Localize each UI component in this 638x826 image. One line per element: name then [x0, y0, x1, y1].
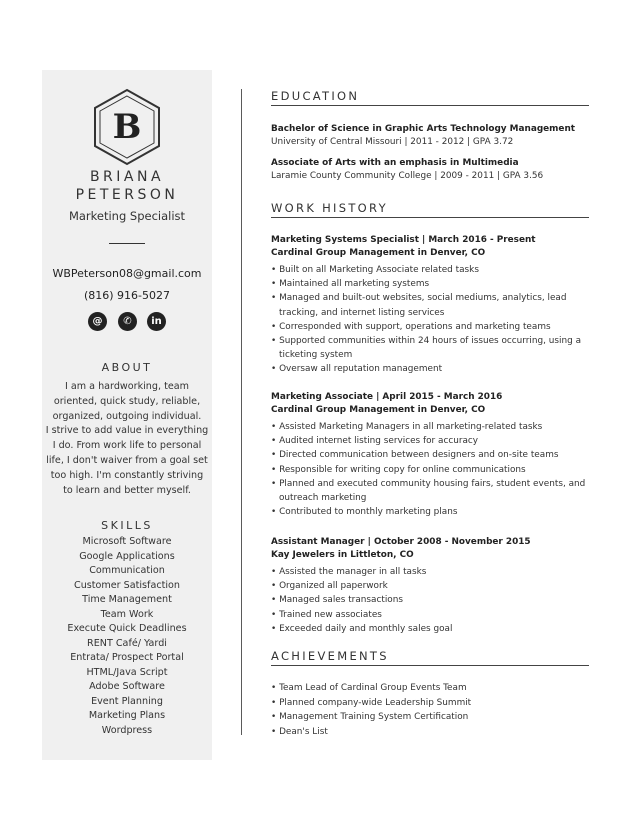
- job-bullets: [271, 565, 589, 636]
- monogram-logo: [92, 88, 162, 166]
- job-entry: [271, 391, 589, 519]
- job-entry: [271, 536, 589, 636]
- job-company: Cardinal Group Management in Denver, CO: [271, 248, 486, 258]
- job-entry: [271, 234, 589, 377]
- achievement-item: • Planned company-wide Leadership Summit: [271, 696, 589, 711]
- degree-detail: Laramie County Community College | 2009 - 2011 | GPA 3.56: [271, 171, 544, 181]
- job-bullet: • Assisted the manager in all tasks: [271, 565, 589, 579]
- skill-item: RENT Café/ Yardi: [87, 637, 167, 649]
- job-title-line: Assistant Manager | October 2008 - November 2015: [271, 537, 531, 547]
- about-line: too high. I'm constantly striving: [50, 469, 204, 481]
- skill-item: Event Planning: [91, 695, 163, 707]
- job-bullet: • Assisted Marketing Managers in all marketing-related tasks: [271, 420, 589, 434]
- skill-item: HTML/Java Script: [86, 666, 168, 678]
- about-text: [42, 380, 212, 498]
- achievements-rule: [271, 665, 589, 666]
- degree: Bachelor of Science in Graphic Arts Technology Management: [271, 124, 576, 134]
- education-heading: EDUCATION: [271, 89, 360, 103]
- job-title: Marketing Specialist: [68, 209, 186, 223]
- job-bullet: • Planned and executed community housing fairs, student events, and outreach marketing: [271, 477, 589, 505]
- email-address[interactable]: WBPeterson08@gmail.com: [52, 267, 202, 280]
- job-bullet: • Responsible for writing copy for online communications: [271, 463, 589, 477]
- achievement-item: • Dean's List: [271, 725, 589, 740]
- job-bullet: • Organized all paperwork: [271, 579, 589, 593]
- linkedin-icon[interactable]: in: [147, 312, 166, 331]
- column-divider: [241, 89, 242, 735]
- skill-item: Marketing Plans: [88, 710, 166, 721]
- job-bullet: • Exceeded daily and monthly sales goal: [271, 622, 589, 636]
- job-bullet: • Directed communication between designers and on-site teams: [271, 448, 589, 462]
- job-bullet: • Supported communities within 24 hours of issues occurring, using a ticketing system: [271, 334, 589, 362]
- about-line: to learn and better myself.: [63, 484, 191, 496]
- phone-number[interactable]: (816) 916-5027: [83, 289, 171, 302]
- about-heading: ABOUT: [101, 361, 153, 374]
- job-bullets: [271, 420, 589, 519]
- achievement-item: • Team Lead of Cardinal Group Events Team: [271, 681, 589, 696]
- achievements-heading: ACHIEVEMENTS: [271, 649, 389, 663]
- job-bullet: • Maintained all marketing systems: [271, 277, 589, 291]
- skill-item: Execute Quick Deadlines: [67, 623, 187, 634]
- about-line: organized, outgoing individual.: [52, 410, 202, 422]
- job-bullet: • Managed and built-out websites, social mediums, analytics, lead tracking, and internet listing services: [271, 291, 589, 319]
- work-history-rule: [271, 217, 589, 218]
- achievements-list: [271, 681, 589, 739]
- job-company: Cardinal Group Management in Denver, CO: [271, 405, 486, 415]
- skill-item: Communication: [89, 565, 165, 576]
- achievements-section: [271, 681, 589, 739]
- skills-heading: SKILLS: [101, 519, 153, 532]
- skill-item: Customer Satisfaction: [74, 579, 180, 591]
- title-underline: [109, 243, 145, 244]
- skill-item: Time Management: [82, 594, 172, 605]
- phone-icon[interactable]: ✆: [118, 312, 137, 331]
- job-title-line: Marketing Associate | April 2015 - March 2016: [271, 392, 503, 402]
- skill-item: Google Applications: [79, 550, 175, 562]
- about-line: life, I don't waiver from a goal set: [46, 454, 208, 466]
- skill-item: Wordpress: [101, 724, 153, 736]
- skill-item: Adobe Software: [89, 681, 165, 692]
- skill-item: Entrata/ Prospect Portal: [70, 652, 184, 663]
- education-rule: [271, 105, 589, 106]
- skill-item: Microsoft Software: [82, 536, 172, 547]
- degree-detail: University of Central Missouri | 2011 - 2012 | GPA 3.72: [271, 137, 514, 147]
- job-bullet: • Corresponded with support, operations and marketing teams: [271, 320, 589, 334]
- about-line: I am a hardworking, team: [65, 381, 189, 392]
- job-bullet: • Oversaw all reputation management: [271, 362, 589, 376]
- job-bullets: [271, 263, 589, 377]
- job-title-line: Marketing Systems Specialist | March 2016 - Present: [271, 235, 536, 245]
- job-bullet: • Contributed to monthly marketing plans: [271, 505, 589, 519]
- education-entry: [271, 157, 589, 183]
- skill-item: Team Work: [100, 608, 154, 620]
- monogram-letter: B: [112, 107, 142, 147]
- about-line: I do. From work life to personal: [52, 440, 202, 452]
- job-bullet: • Built on all Marketing Associate related tasks: [271, 263, 589, 277]
- candidate-name: [42, 168, 212, 204]
- education-entry: [271, 123, 589, 149]
- contact-icons: [88, 312, 168, 332]
- job-bullet: • Audited internet listing services for accuracy: [271, 434, 589, 448]
- job-bullet: • Managed sales transactions: [271, 593, 589, 607]
- achievement-item: • Management Training System Certification: [271, 710, 589, 725]
- work-history-heading: WORK HISTORY: [271, 201, 388, 215]
- about-line: oriented, quick study, reliable,: [53, 395, 201, 407]
- at-icon[interactable]: @: [88, 312, 107, 331]
- skills-list: [42, 535, 212, 738]
- last-name: PETERSON: [75, 187, 179, 203]
- first-name: BRIANA: [89, 169, 165, 185]
- about-line: I strive to add value in everything: [45, 425, 209, 437]
- job-company: Kay Jewelers in Littleton, CO: [271, 550, 414, 560]
- job-bullet: • Trained new associates: [271, 608, 589, 622]
- degree: Associate of Arts with an emphasis in Multimedia: [271, 158, 519, 168]
